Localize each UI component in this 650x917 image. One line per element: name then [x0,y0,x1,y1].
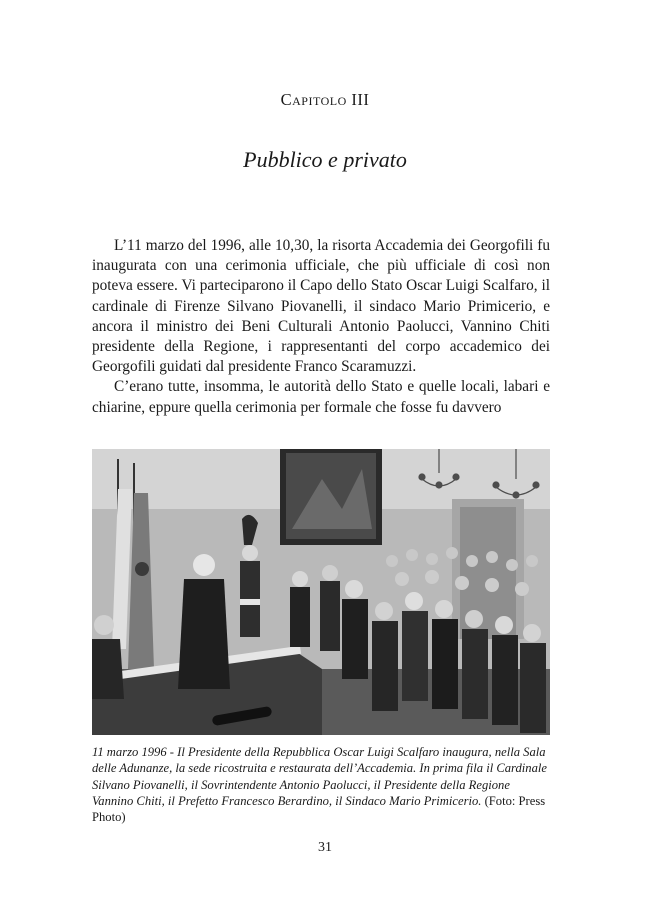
ceremony-photo [92,449,550,735]
paragraph-1: L’11 marzo del 1996, alle 10,30, la risorta Accademia dei Georgofili fu inaugurata con una cerimonia ufficiale, che più ufficiale di così non poteva essere. Vi parteciparono il Capo dello Stato Oscar Luigi Scalfaro, il cardinale di Firenze Silvano Piovanelli, il sindaco Mario Primicerio, e ancora il ministro dei Beni Culturali Antonio Paolucci, Vannino Chiti presidente della Regione, i rappresentanti del corpo accademico dei Georgofili guidati dal presidente Franco Scaramuzzi. [92,237,550,376]
chapter-title: Pubblico e privato [243,147,407,172]
body-text [92,236,550,418]
page-number: 31 [318,840,332,855]
caption-credit: (Foto: Press Photo) [92,793,546,825]
chapter-label: Capitolo III [280,90,370,109]
photo-caption [92,744,554,825]
caption-text: 11 marzo 1996 - Il Presidente della Repubblica Oscar Luigi Scalfaro inaugura, nella Sala delle Adunanze, la sede ricostruita e restaurata dell’Accademia. In prima fila il Cardinale Silvano Piovanelli, il Sovrintendente Antonio Paolucci, il Presidente della Regione Vannino Chiti, il Prefetto Francesco Berardino, il Sindaco Mario Primicerio. [92,745,547,808]
ceremony-photo-illustration [92,449,550,735]
paragraph-2: C’erano tutte, insomma, le autorità dello Stato e quelle locali, labari e chiarine, eppure quella cerimonia per formale che fosse fu davvero [92,378,550,416]
